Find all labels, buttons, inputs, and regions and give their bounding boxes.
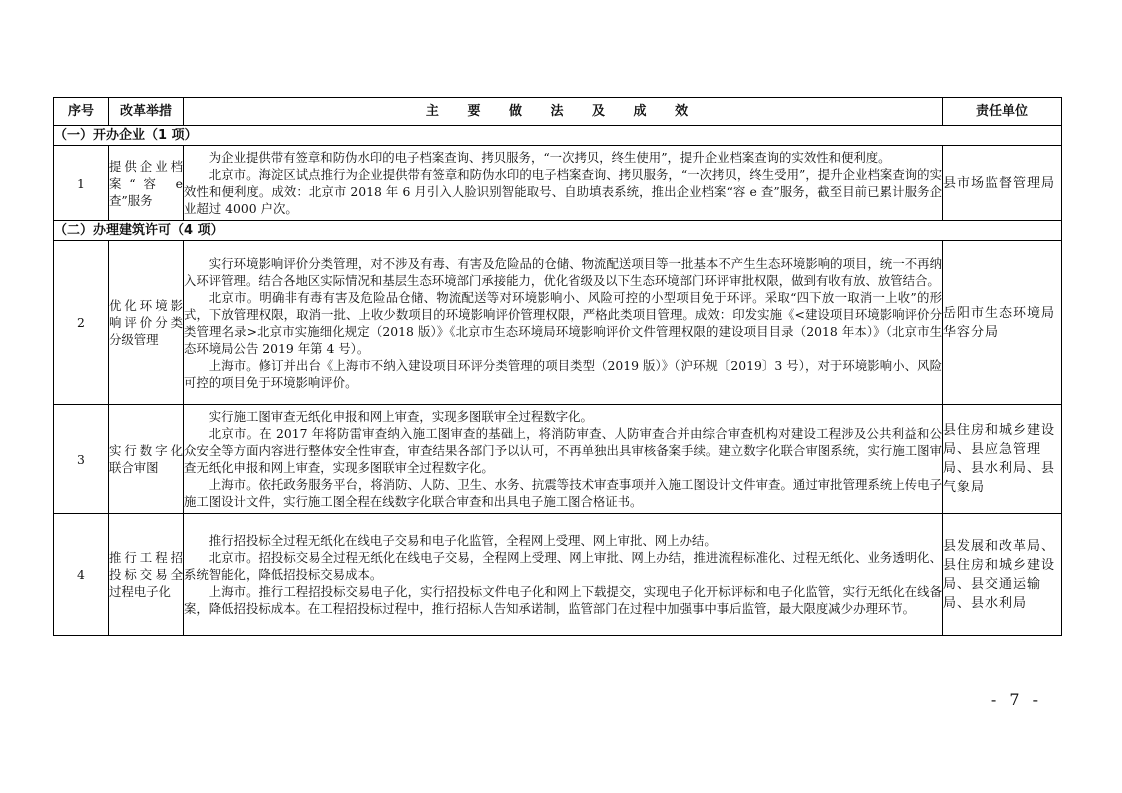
row-practice [184, 405, 943, 514]
row-unit: 岳阳市生态环境局华容分局 [943, 241, 1062, 405]
practice-paragraph: 推行招投标全过程无纸化在线电子交易和电子化监管，全程网上受理、网上审批、网上办结。 [208, 533, 717, 548]
header-measure: 改革举措 [109, 98, 184, 126]
row-measure: 优化环境影响评价分类分级管理 [109, 241, 184, 405]
row-practice [184, 241, 943, 405]
table-row [54, 146, 1062, 221]
table-row [54, 514, 1062, 636]
practice-paragraph: 北京市。招投标交易全过程无纸化在线电子交易，全程网上受理、网上审批、网上办结，推进流程标准化、过程无纸化、业务透明化、系统智能化，降低招投标交易成本。 [184, 550, 942, 582]
reform-table [53, 97, 1062, 636]
row-seq: 1 [54, 146, 109, 221]
header-practice: 主 要 做 法 及 成 效 [184, 98, 943, 126]
practice-paragraph: 上海市。推行工程招投标交易电子化，实行招投标文件电子化和网上下载提交，实现电子化开标评标和电子化监管，实行无纸化在线备案，降低招投标成本。在工程招投标过程中，推行招标人告知承诺制，监管部门在过程中加强事中事后监管，最大限度减少办理环节。 [184, 584, 942, 616]
row-unit: 县市场监督管理局 [943, 146, 1062, 221]
row-seq: 3 [54, 405, 109, 514]
practice-paragraph: 北京市。海淀区试点推行为企业提供带有签章和防伪水印的电子档案查询、拷贝服务，“一次拷贝，终生受用”，提升企业档案查询的实效性和便利度。成效：北京市 2018 年 6 月引入人脸识别智能取号、自助填表系统，推出企业档案“容 e 查”服务，截至目前已累计服务企业超过 4000 户次。 [184, 167, 942, 216]
row-unit: 县住房和城乡建设局、县应急管理局、县水利局、县气象局 [943, 405, 1062, 514]
practice-paragraph: 为企业提供带有签章和防伪水印的电子档案查询、拷贝服务，“一次拷贝，终生使用”，提升企业档案查询的实效性和便利度。 [208, 150, 891, 165]
section-row [54, 221, 1062, 241]
table-row [54, 241, 1062, 405]
practice-paragraph: 实行环境影响评价分类管理，对不涉及有毒、有害及危险品的仓储、物流配送项目等一批基本不产生生态环境影响的项目，统一不再纳入环评管理。结合各地区实际情况和基层生态环境部门承接能力，优化省级及以下生态环境部门环评审批权限，做到有收有放、放管结合。 [184, 255, 942, 288]
practice-paragraph: 实行施工图审查无纸化申报和网上审查，实现多图联审全过程数字化。 [208, 409, 593, 424]
row-practice [184, 146, 943, 221]
section-title: （一）开办企业（1 项） [54, 126, 1062, 146]
header-seq: 序号 [54, 98, 109, 126]
row-seq: 2 [54, 241, 109, 405]
practice-paragraph: 上海市。修订并出台《上海市不纳入建设项目环评分类管理的项目类型（2019 版）》（沪环规〔2019〕3 号），对于环境影响小、风险可控的项目免于环境影响评价。 [184, 357, 942, 390]
table-row [54, 405, 1062, 514]
row-seq: 4 [54, 514, 109, 636]
row-practice [184, 514, 943, 636]
practice-paragraph: 北京市。明确非有毒有害及危险品仓储、物流配送等对环境影响小、风险可控的小型项目免于环评。采取“四下放一取消一上收”的形式，下放管理权限，取消一批、上收少数项目的环境影响评价管理权限，严格此类项目管理。成效：印发实施《<建设项目环境影响评价分类管理名录>北京市实施细化规定（2018 版）》《北京市生态环境局环境影响评价文件管理权限的建设项目目录（2018 年本）》（北京市生态环境局公告 2019 年第 4 号）。 [184, 289, 942, 356]
row-measure: 提供企业档案“容 e 查”服务 [109, 146, 184, 221]
practice-paragraph: 北京市。在 2017 年将防雷审查纳入施工图审查的基础上，将消防审查、人防审查合并由综合审查机构对建设工程涉及公共利益和公众安全等方面内容进行整体安全性审查，审查结果各部门予以认可，不再单独出具审核备案手续。建立数字化联合审图系统，实行施工图审查无纸化申报和网上审查，实现多图联审全过程数字化。 [184, 426, 942, 475]
row-measure: 实行数字化联合审图 [109, 405, 184, 514]
section-title: （二）办理建筑许可（4 项） [54, 221, 1062, 241]
header-unit: 责任单位 [943, 98, 1062, 126]
practice-paragraph: 上海市。依托政务服务平台，将消防、人防、卫生、水务、抗震等技术审查事项并入施工图设计文件审查。通过审批管理系统上传电子施工图设计文件，实行施工图全程在线数字化联合审查和出具电子施工图合格证书。 [184, 477, 942, 509]
row-unit: 县发展和改革局、县住房和城乡建设局、县交通运输局、县水利局 [943, 514, 1062, 636]
section-row [54, 126, 1062, 146]
table-header-row [54, 98, 1062, 126]
row-measure: 推行工程招投标交易全过程电子化 [109, 514, 184, 636]
page-number: - 7 - [990, 690, 1042, 709]
